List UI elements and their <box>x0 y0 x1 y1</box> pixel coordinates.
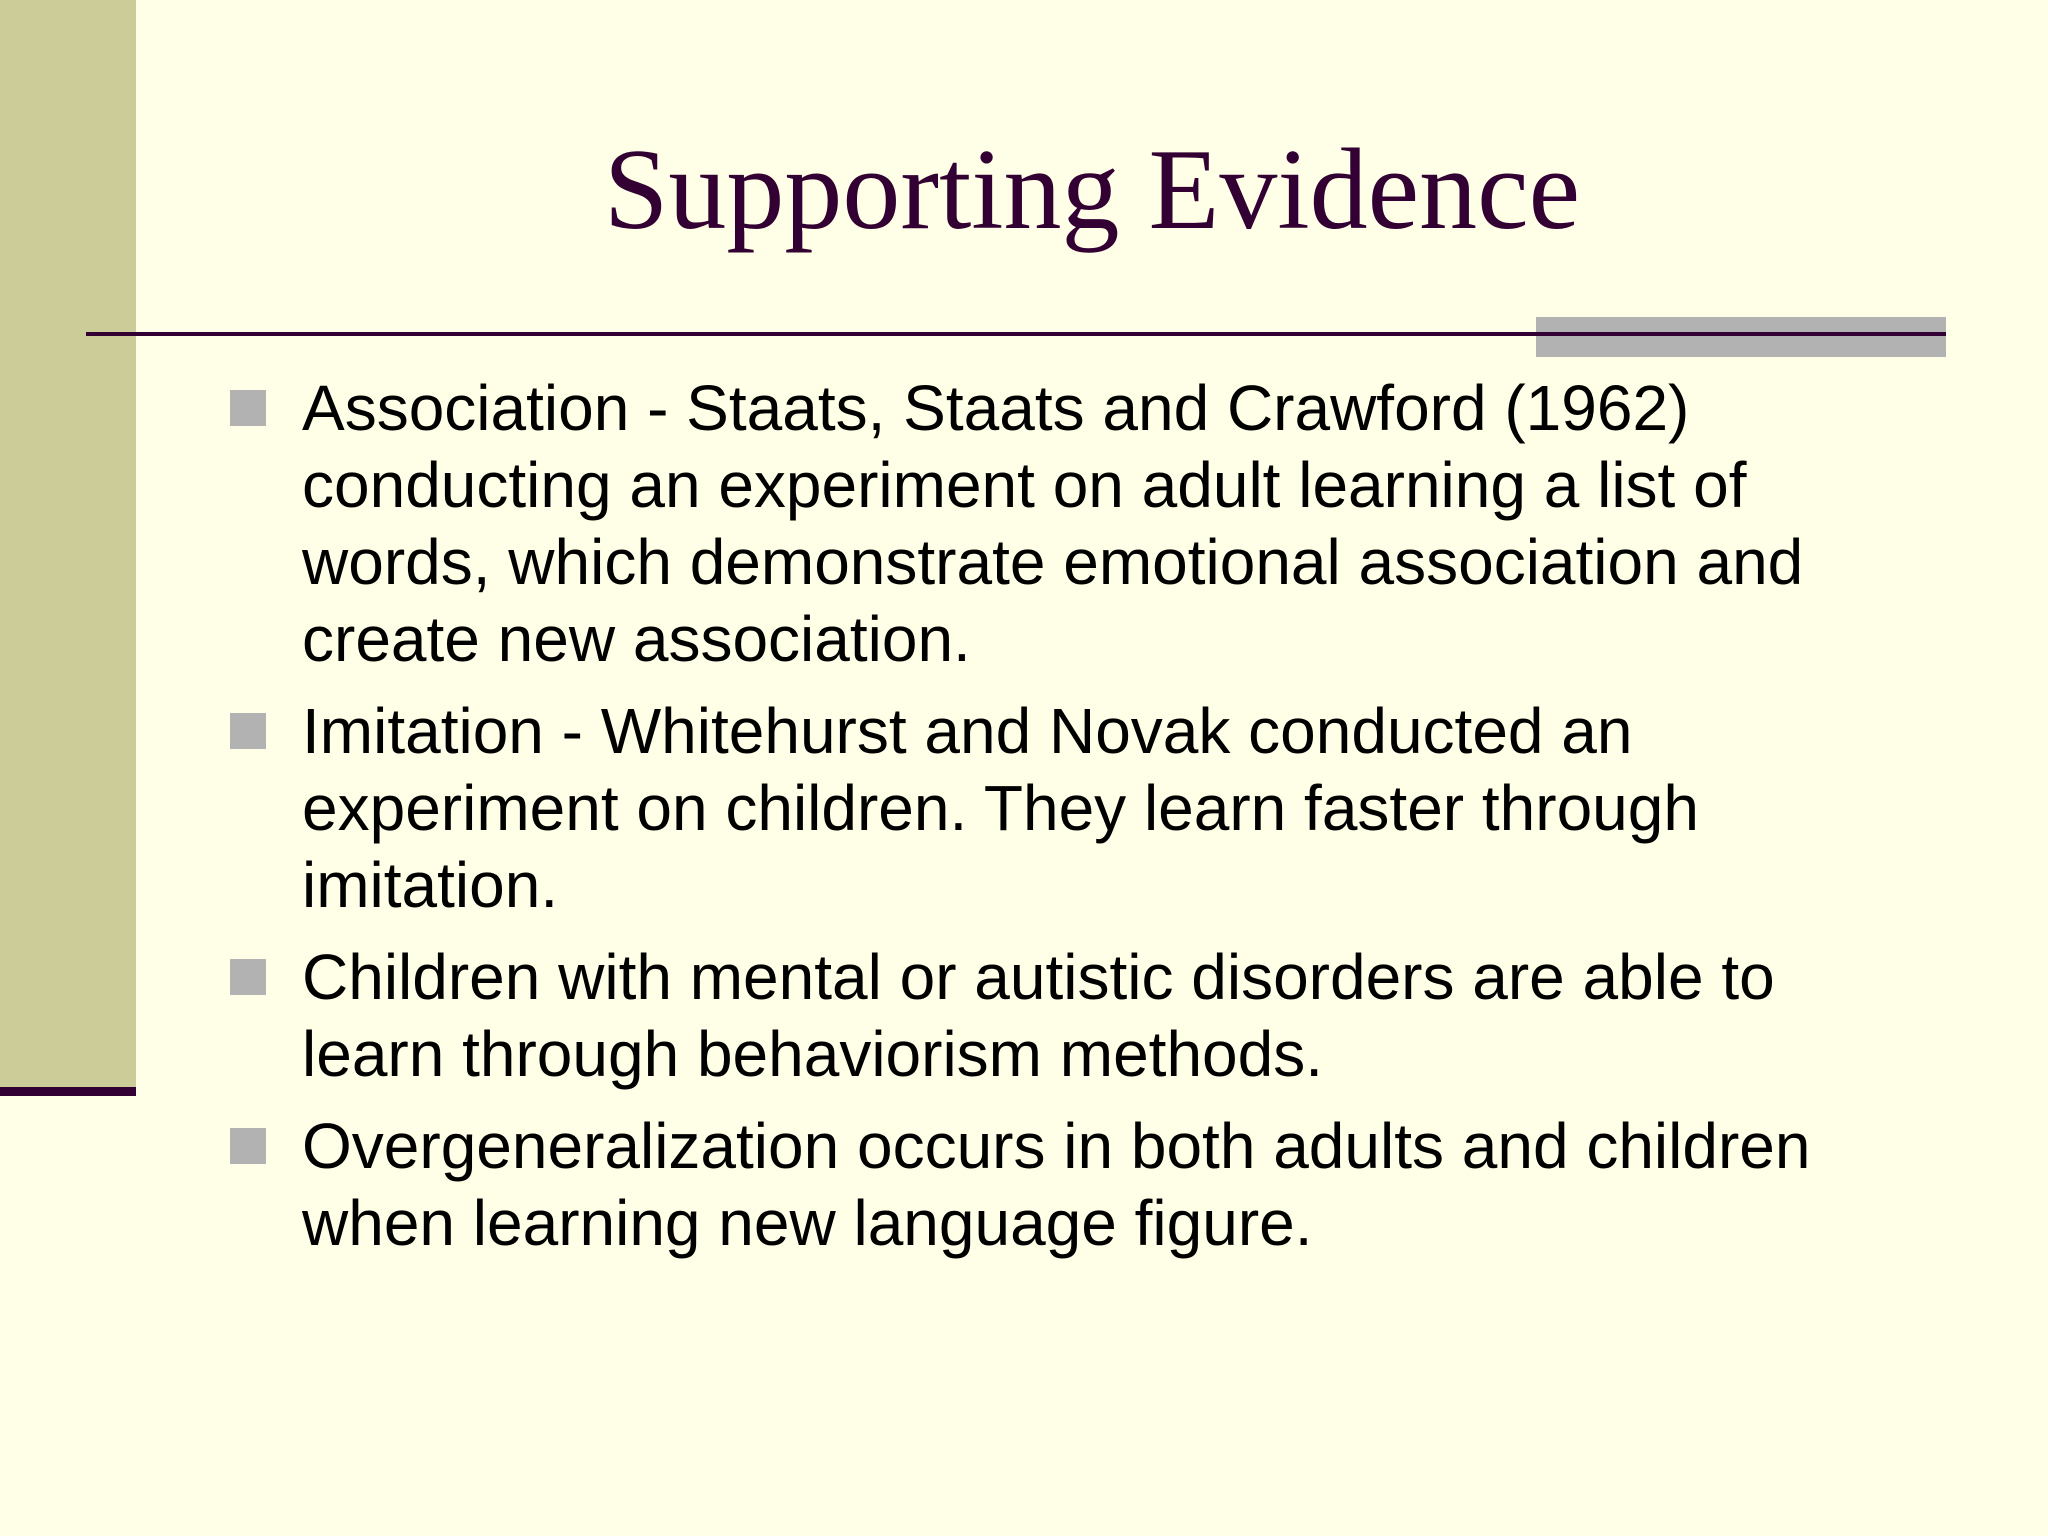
square-bullet-icon <box>230 390 266 426</box>
bullet-text: Association - Staats, Staats and Crawford (1962) conducting an experiment on adult learning a list of words, which demonstrate emotional association and create new association. <box>302 372 1804 675</box>
bullet-text: Children with mental or autistic disorders are able to learn through behaviorism methods. <box>302 941 1775 1090</box>
bullet-text: Overgeneralization occurs in both adults and children when learning new language figure. <box>302 1110 1811 1259</box>
bullet-item <box>228 370 1908 678</box>
slide-title: Supporting Evidence <box>603 126 1581 254</box>
square-bullet-icon <box>230 959 266 995</box>
bullet-item <box>228 693 1908 924</box>
bullet-list <box>228 370 1908 1277</box>
title-rule-accent <box>1536 317 1946 357</box>
left-band-underline <box>0 1087 136 1096</box>
title-divider-line <box>86 332 1946 336</box>
bullet-text: Imitation - Whitehurst and Novak conducted an experiment on children. They learn faster through imitation. <box>302 695 1699 921</box>
square-bullet-icon <box>230 713 266 749</box>
square-bullet-icon <box>230 1128 266 1164</box>
bullet-item <box>228 939 1908 1093</box>
bullet-item <box>228 1108 1908 1262</box>
left-decorative-band <box>0 0 136 1088</box>
